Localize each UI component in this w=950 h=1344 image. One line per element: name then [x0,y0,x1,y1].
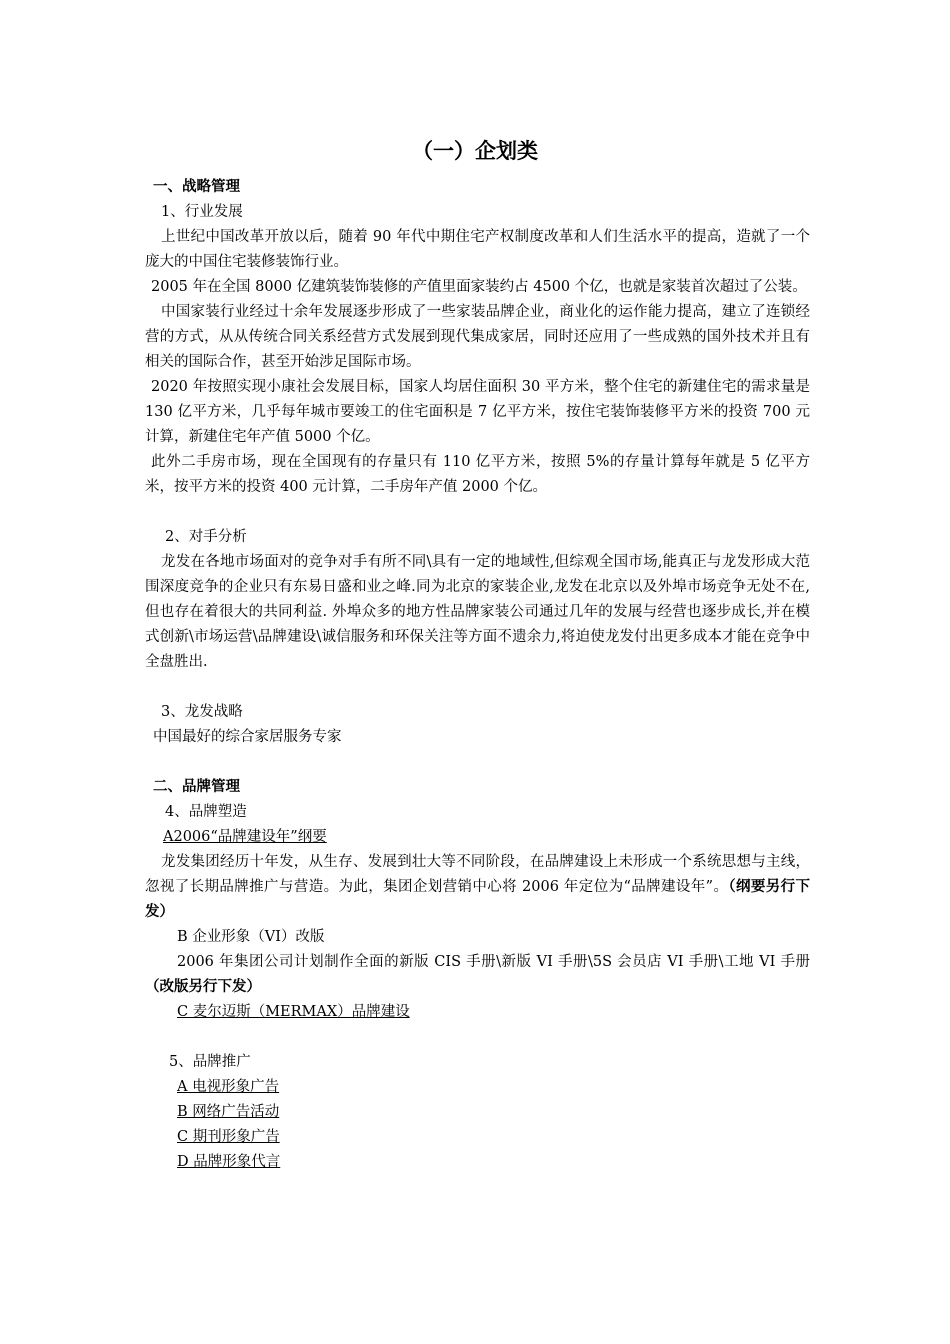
item-line [145,825,810,850]
paragraph [145,950,810,1000]
promotion-item-tv: A 电视形象广告 [177,1079,280,1095]
list-item [145,1100,810,1125]
paragraph: 中国最好的综合家居服务专家 [153,729,342,745]
subheading-strategy: 3、龙发战略 [161,704,243,720]
item-b-title: B 企业形象（VI）改版 [177,929,325,945]
paragraph: 此外二手房市场，现在全国现有的存量只有 110 亿平方米，按照 5%的存量计算每年就是 5 亿平方米，按平方米的投资 400 元计算，二手房年产值 2000 个亿。 [145,454,810,495]
paragraph: 中国家装行业经过十余年发展逐步形成了一些家装品牌企业，商业化的运作能力提高，建立了连锁经营的方式，从从传统合同关系经营方式发展到现代集成家居，同时还应用了一些成熟的国外技术并且有相关的国际合作，甚至开始涉足国际市场。 [145,304,810,370]
list-item [145,1125,810,1150]
item-a-title: A2006“品牌建设年”纲要 [163,829,327,845]
section-heading-strategy: 一、战略管理 [153,179,240,195]
item-a-text: 龙发集团经历十年发，从生存、发展到壮大等不同阶段，在品牌建设上未形成一个系统思想与主线，忽视了长期品牌推广与营造。为此，集团企划营销中心将 2006 年定位为“品牌建设年”。 [145,854,810,895]
list-item [145,1150,810,1175]
paragraph [145,850,810,925]
list-item [145,1075,810,1100]
item-a-note: （纲要另行下发） [145,879,811,920]
promotion-item-web: B 网络广告活动 [177,1104,280,1120]
subheading-industry: 1、行业发展 [161,204,243,220]
section-heading-brand: 二、品牌管理 [153,779,240,795]
paragraph: 2020 年按照实现小康社会发展目标，国家人均居住面积 30 平方米，整个住宅的新建住宅的需求量是 130 亿平方米，几乎每年城市要竣工的住宅面积是 7 亿平方米，按住宅装饰装修平方米的投资 700 元计算，新建住宅年产值 5000 个亿。 [145,379,810,445]
subheading-brand-building: 4、品牌塑造 [165,804,247,820]
paragraph: 上世纪中国改革开放以后，随着 90 年代中期住宅产权制度改革和人们生活水平的提高，造就了一个庞大的中国住宅装修装饰行业。 [145,229,810,270]
promotion-item-magazine: C 期刊形象广告 [177,1129,280,1145]
paragraph: 龙发在各地市场面对的竞争对手有所不同\具有一定的地域性,但综观全国市场,能真正与龙发形成大范围深度竞争的企业只有东易日盛和业之峰.同为北京的家装企业,龙发在北京以及外埠市场竞争无处不在,但也存在着很大的共同利益. 外埠众多的地方性品牌家装公司通过几年的发展与经营也逐步成长,并在模式创新\市场运营\品牌建设\诚信服务和环保关注等方面不遗余力,将迫使龙发付出更多成本才能在竞争中全盘胜出. [145,554,810,670]
paragraph: 2005 年在全国 8000 亿建筑装饰装修的产值里面家装约占 4500 个亿，也就是家装首次超过了公装。 [151,279,807,295]
promotion-item-spokesperson: D 品牌形象代言 [177,1154,281,1170]
subheading-competitors: 2、对手分析 [165,529,247,545]
item-b-text: 2006 年集团公司计划制作全面的新版 CIS 手册\新版 VI 手册\5S 会员店 VI 手册\工地 VI 手册 [177,954,810,970]
item-b-note: （改版另行下发） [145,979,261,995]
document-body [145,175,810,1175]
item-line [145,1000,810,1025]
subheading-brand-promotion: 5、品牌推广 [169,1054,251,1070]
item-c-title: C 麦尔迈斯（MERMAX）品牌建设 [177,1004,410,1020]
page-title: （一）企划类 [412,139,538,163]
